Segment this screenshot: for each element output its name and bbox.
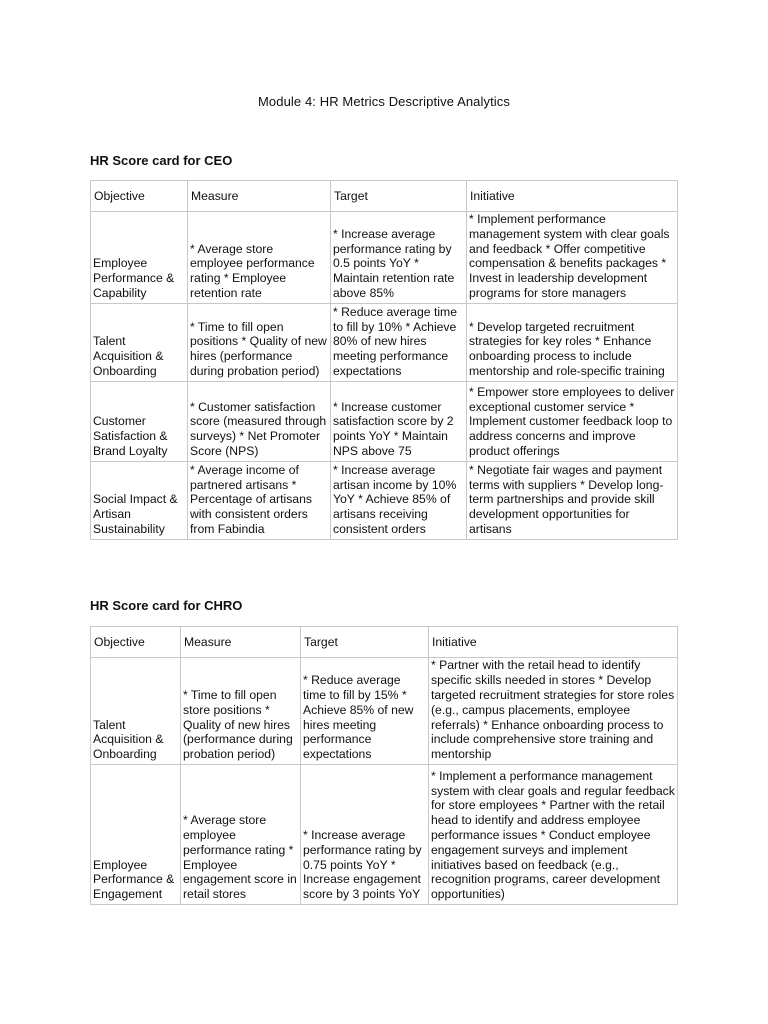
initiative-cell: * Empower store employees to deliver exceptional customer service * Implement customer feedback loop to address concerns and improve product offerings (467, 381, 678, 461)
document-title: Module 4: HR Metrics Descriptive Analytics (258, 94, 510, 109)
target-cell: * Reduce average time to fill by 15% * Achieve 85% of new hires meeting performance expectations (301, 658, 429, 765)
measure-cell: * Average store employee performance rating * Employee retention rate (188, 212, 331, 304)
table-row (91, 212, 678, 304)
measure-cell: * Average store employee performance rating * Employee engagement score in retail stores (181, 765, 301, 905)
column-header-measure: Measure (188, 181, 331, 212)
ceo-scorecard-table (90, 180, 678, 540)
column-header-target: Target (301, 627, 429, 658)
table-row (91, 461, 678, 539)
target-cell: * Increase average performance rating by 0.5 points YoY * Maintain retention rate above 85% (331, 212, 467, 304)
measure-cell: * Average income of partnered artisans * Percentage of artisans with consistent orders from Fabindia (188, 461, 331, 539)
target-cell: * Reduce average time to fill by 10% * Achieve 80% of new hires meeting performance expectations (331, 303, 467, 381)
target-cell: * Increase customer satisfaction score by 2 points YoY * Maintain NPS above 75 (331, 381, 467, 461)
initiative-cell: * Implement a performance management system with clear goals and regular feedback for store employees * Partner with the retail head to identify and address employee performance issues * Conduct employee engagement surveys and implement initiatives based on feedback (e.g., recognition programs, career development opportunities) (429, 765, 678, 905)
measure-cell: * Time to fill open store positions * Quality of new hires (performance during probation period) (181, 658, 301, 765)
initiative-cell: * Negotiate fair wages and payment terms with suppliers * Develop long-term partnerships and provide skill development opportunities for artisans (467, 461, 678, 539)
objective-cell: Talent Acquisition & Onboarding (91, 303, 188, 381)
column-header-objective: Objective (91, 627, 181, 658)
chro-scorecard-heading: HR Score card for CHRO (90, 598, 243, 613)
column-header-initiative: Initiative (429, 627, 678, 658)
table-row (91, 303, 678, 381)
initiative-cell: * Develop targeted recruitment strategies for key roles * Enhance onboarding process to include mentorship and role-specific training (467, 303, 678, 381)
table-row (91, 658, 678, 765)
column-header-target: Target (331, 181, 467, 212)
table-header-row (91, 181, 678, 212)
target-cell: * Increase average performance rating by 0.75 points YoY * Increase engagement score by 3 points YoY (301, 765, 429, 905)
measure-cell: * Time to fill open positions * Quality of new hires (performance during probation period) (188, 303, 331, 381)
table-row (91, 381, 678, 461)
objective-cell: Talent Acquisition & Onboarding (91, 658, 181, 765)
objective-cell: Customer Satisfaction & Brand Loyalty (91, 381, 188, 461)
table-header-row (91, 627, 678, 658)
table-row (91, 765, 678, 905)
column-header-initiative: Initiative (467, 181, 678, 212)
measure-cell: * Customer satisfaction score (measured through surveys) * Net Promoter Score (NPS) (188, 381, 331, 461)
objective-cell: Employee Performance & Capability (91, 212, 188, 304)
ceo-scorecard-heading: HR Score card for CEO (90, 153, 233, 168)
chro-scorecard-table (90, 626, 678, 905)
objective-cell: Employee Performance & Engagement (91, 765, 181, 905)
objective-cell: Social Impact & Artisan Sustainability (91, 461, 188, 539)
initiative-cell: * Implement performance management system with clear goals and feedback * Offer competitive compensation & benefits packages * Invest in leadership development programs for store managers (467, 212, 678, 304)
initiative-cell: * Partner with the retail head to identify specific skills needed in stores * Develop targeted recruitment strategies for store roles (e.g., campus placements, employee referrals) * Enhance onboarding process to include comprehensive store training and mentorship (429, 658, 678, 765)
column-header-measure: Measure (181, 627, 301, 658)
column-header-objective: Objective (91, 181, 188, 212)
target-cell: * Increase average artisan income by 10% YoY * Achieve 85% of artisans receiving consistent orders (331, 461, 467, 539)
